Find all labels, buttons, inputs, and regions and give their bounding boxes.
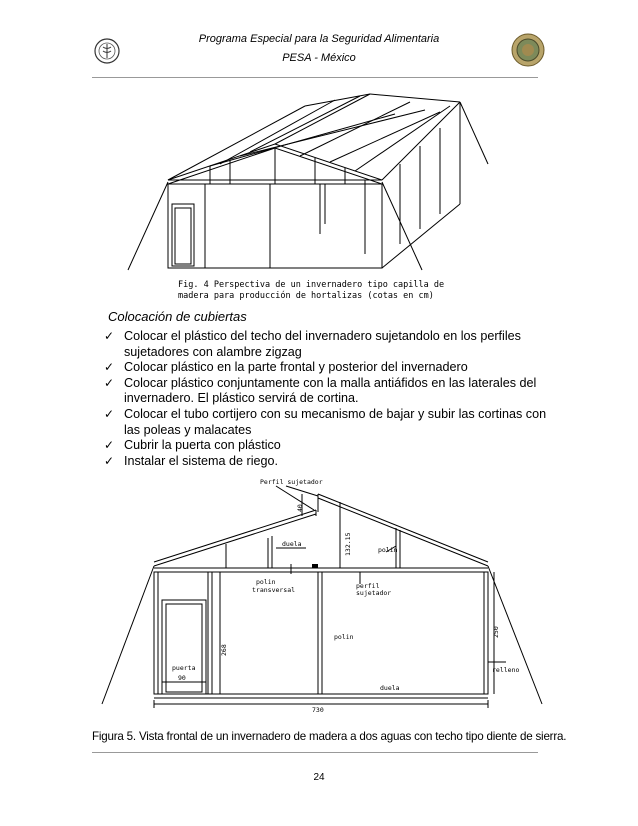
label-dim-268: 268 — [220, 644, 228, 656]
checkmark-icon: ✓ — [104, 406, 115, 421]
label-dim-40: 40 — [296, 504, 304, 512]
label-perfil-sujetador-1: perfil — [356, 582, 380, 590]
label-dim-132: 132.15 — [344, 532, 352, 556]
page-number: 24 — [313, 772, 325, 783]
section-title: Colocación de cubiertas — [108, 309, 247, 324]
greenhouse-front-view-drawing — [96, 472, 552, 718]
checkmark-icon: ✓ — [104, 329, 115, 343]
checkmark-icon: ✓ — [104, 453, 115, 468]
label-polin-transversal-1: polin — [256, 578, 276, 586]
checkmark-icon: ✓ — [104, 360, 115, 375]
label-dim-250: 250 — [492, 626, 500, 638]
label-perfil-sujetador-top: Perfil sujetador — [260, 478, 323, 486]
figure-5-caption: Figura 5. Vista frontal de un invernadero de madera a dos aguas con techo tipo diente de sierra. — [92, 730, 567, 743]
greenhouse-perspective-drawing — [120, 84, 500, 274]
footer-rule — [92, 752, 538, 753]
label-puerta: puerta — [172, 664, 196, 672]
label-dim-90: 90 — [178, 674, 186, 682]
label-duela-upper: duela — [282, 540, 302, 548]
label-relleno: relleno — [492, 666, 520, 674]
header-line-2: PESA - México — [282, 52, 356, 64]
label-polin-transversal-2: transversal — [252, 586, 296, 594]
list-item: ✓ Colocar plástico conjuntamente con la malla antiáfidos en las laterales del invernadero. El plástico servirá de cortina. — [104, 375, 537, 406]
label-polin-center: polin — [334, 633, 354, 641]
label-dim-730: 730 — [312, 706, 324, 714]
checkmark-icon: ✓ — [104, 375, 115, 390]
label-duela-bottom: duela — [380, 684, 400, 692]
list-item: ✓ Colocar el plástico del techo del invernadero sujetandolo en los perfiles sujetadores con alambre zigzag — [104, 329, 521, 359]
sagarpa-seal-icon — [511, 33, 545, 67]
header-rule — [92, 77, 538, 78]
header-line-1: Programa Especial para la Seguridad Alimentaria — [198, 33, 440, 45]
list-item: ✓ Colocar el tubo cortijero con su mecanismo de bajar y subir las cortinas con las poleas y malacates — [104, 406, 547, 437]
list-item: ✓ Instalar el sistema de riego. — [104, 453, 278, 468]
label-perfil-sujetador-2: sujetador — [356, 589, 392, 597]
list-item: ✓ Colocar plástico en la parte frontal y posterior del invernadero — [104, 360, 468, 375]
checkmark-icon: ✓ — [104, 438, 115, 453]
label-polin-upper: polin — [378, 546, 398, 554]
steps-list — [104, 329, 564, 469]
list-item: ✓ Cubrir la puerta con plástico — [104, 438, 281, 453]
figure-4-caption: Fig. 4 Perspectiva de un invernadero tipo capilla de madera para producción de hortalizas (cotas en cm) — [178, 280, 445, 301]
